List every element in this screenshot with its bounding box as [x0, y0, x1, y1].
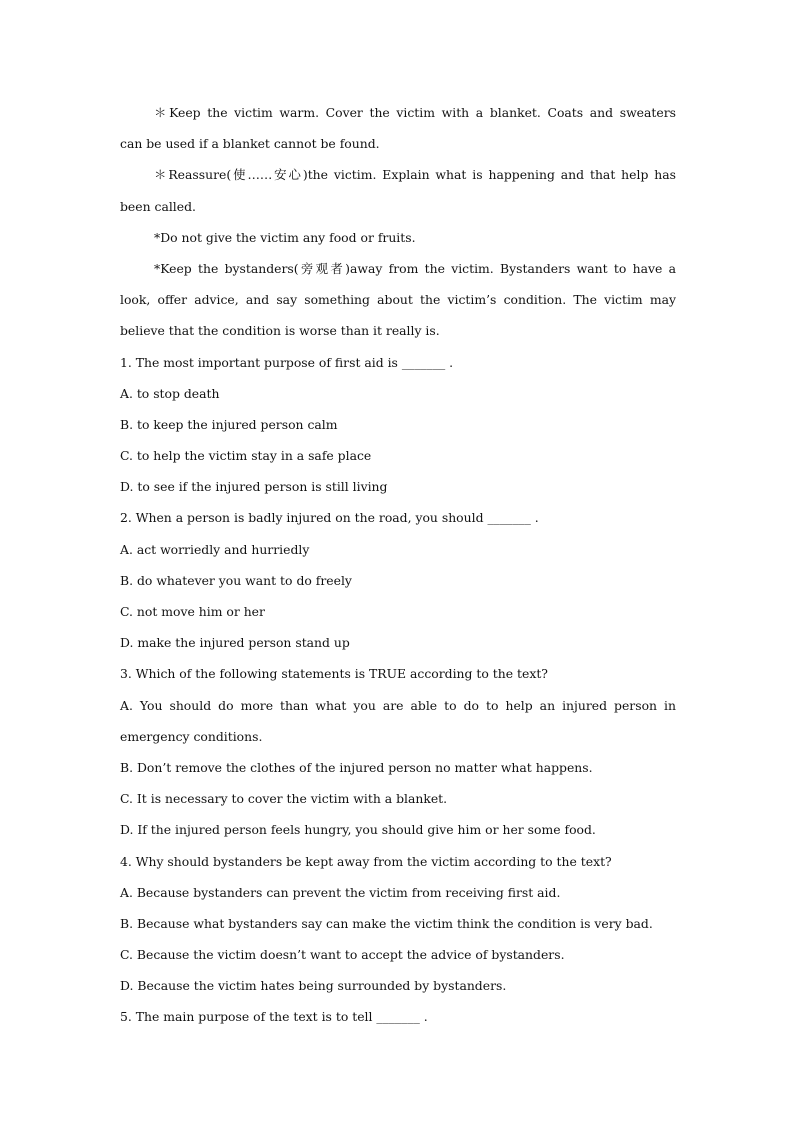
passage-line: believe that the condition is worse than it really is.	[120, 323, 440, 339]
answer-option: C. to help the victim stay in a safe place	[120, 448, 372, 464]
questions-section	[120, 347, 676, 1033]
passage-line: been called.	[120, 198, 196, 214]
answer-option: C. It is necessary to cover the victim with a blanket.	[120, 791, 448, 807]
document-page	[120, 97, 676, 1033]
passage-line: *Keep the bystanders(旁观者)away from the victim. Bystanders want to have a	[154, 260, 676, 276]
passage	[120, 97, 676, 347]
passage-line: can be used if a blanket cannot be found.	[120, 136, 380, 152]
answer-option: B. Don’t remove the clothes of the injured person no matter what happens.	[120, 759, 593, 775]
question-stem: 3. Which of the following statements is TRUE according to the text?	[120, 666, 548, 682]
answer-option: C. Because the victim doesn’t want to accept the advice of bystanders.	[120, 947, 565, 963]
answer-option: C. not move him or her	[120, 604, 265, 619]
passage-line: ＊Reassure(使……安心)the victim. Explain what is happening and that help has	[154, 167, 676, 183]
answer-option: B. Because what bystanders say can make the victim think the condition is very bad.	[120, 915, 653, 931]
answer-option: D. to see if the injured person is still living	[120, 479, 388, 495]
passage-line: *Do not give the victim any food or fruits.	[154, 229, 416, 245]
passage-line: look, offer advice, and say something about the victim’s condition. The victim may	[120, 292, 676, 308]
answer-option: D. If the injured person feels hungry, you should give him or her some food.	[120, 822, 596, 838]
question-stem: 5. The main purpose of the text is to tell _______ .	[120, 1009, 428, 1025]
question-stem: 1. The most important purpose of first aid is _______ .	[120, 354, 454, 370]
answer-option: B. to keep the injured person calm	[120, 416, 338, 432]
answer-option: A. You should do more than what you are able to do to help an injured person in	[120, 697, 676, 713]
answer-option: A. to stop death	[120, 385, 220, 401]
question-stem: 2. When a person is badly injured on the road, you should _______ .	[120, 510, 539, 526]
answer-option: D. make the injured person stand up	[120, 635, 350, 651]
answer-option: A. act worriedly and hurriedly	[120, 541, 310, 557]
answer-option: A. Because bystanders can prevent the victim from receiving first aid.	[120, 884, 561, 900]
question-stem: 4. Why should bystanders be kept away from the victim according to the text?	[120, 853, 612, 869]
answer-option: B. do whatever you want to do freely	[120, 572, 352, 588]
answer-option: emergency conditions.	[120, 728, 263, 744]
answer-option: D. Because the victim hates being surrounded by bystanders.	[120, 978, 507, 994]
passage-line: ＊Keep the victim warm. Cover the victim with a blanket. Coats and sweaters	[154, 105, 676, 120]
